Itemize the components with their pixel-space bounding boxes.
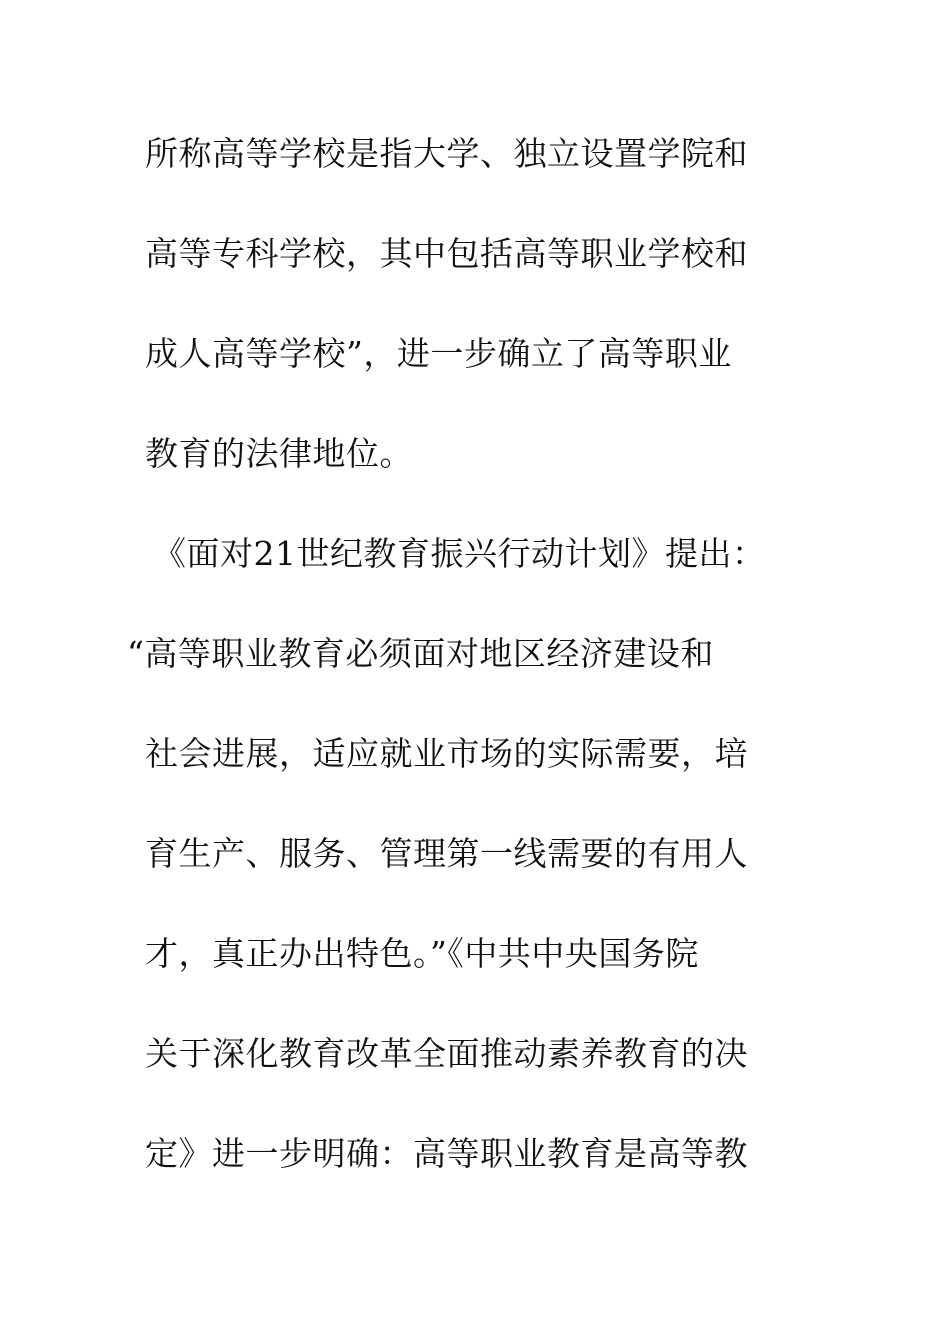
text-line: 高等专科学校，其中包括高等职业学校和 xyxy=(145,234,748,273)
text-line: 育生产、服务、管理第一线需要的有用人 xyxy=(145,834,748,873)
text-line: “高等职业教育必须面对地区经济建设和 xyxy=(127,634,714,673)
body-text xyxy=(127,126,805,1226)
text-line: 关于深化教育改革全面推动素养教育的决 xyxy=(145,1034,748,1073)
text-line: 教育的法律地位。 xyxy=(145,434,413,473)
text-line: 社会进展，适应就业市场的实际需要，培 xyxy=(145,734,748,773)
text-line: 所称高等学校是指大学、独立设置学院和 xyxy=(145,134,748,173)
text-line: 成人高等学校”，进一步确立了高等职业 xyxy=(145,334,732,373)
text-line: 才，真正办出特色。”《中共中央国务院 xyxy=(145,934,699,973)
text-line: 定》进一步明确：高等职业教育是高等教 xyxy=(145,1134,748,1173)
text-line: 《面对21世纪教育振兴行动计划》提出： xyxy=(153,534,766,573)
